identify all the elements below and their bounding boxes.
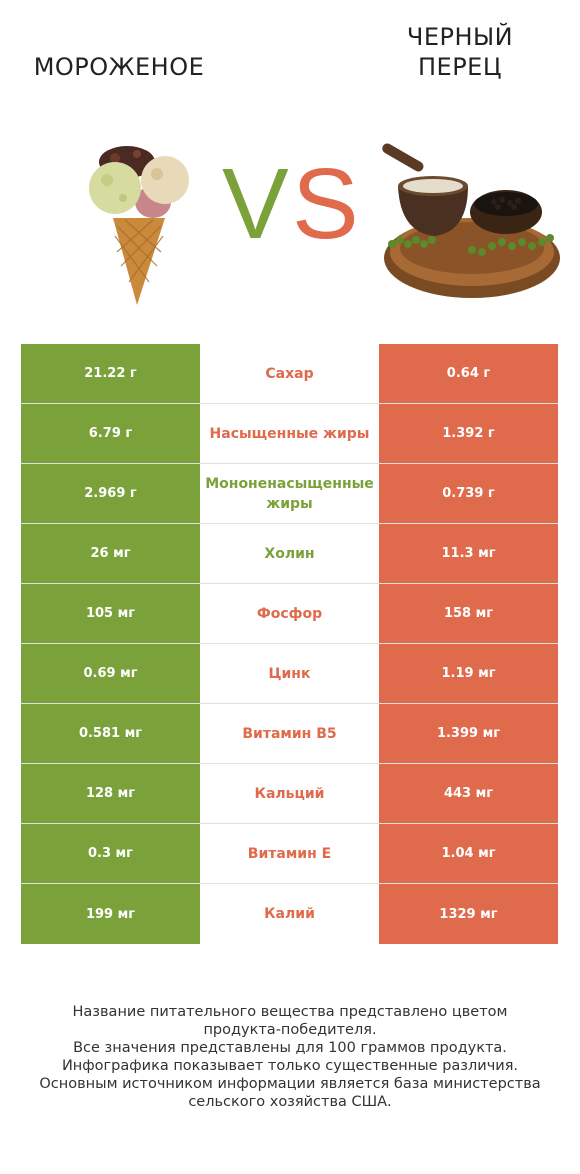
nutrient-label: Фосфор <box>256 605 323 622</box>
nutrient-label: Сахар <box>265 365 314 382</box>
right-product-title <box>380 22 540 82</box>
right-value-cell: 443 мг <box>379 764 558 823</box>
right-value-cell: 11.3 мг <box>379 524 558 583</box>
left-value-cell: 26 мг <box>21 524 200 583</box>
nutrient-label-cell <box>200 764 379 823</box>
left-product-title: МОРОЖЕНОЕ <box>33 53 205 81</box>
left-value-cell: 21.22 г <box>21 344 200 403</box>
vs-v-letter: V <box>222 148 289 260</box>
left-value-cell: 2.969 г <box>21 464 200 523</box>
right-title-line1: ЧЕРНЫЙ <box>406 23 514 51</box>
left-value-cell: 199 мг <box>21 884 200 944</box>
left-value-cell: 128 мг <box>21 764 200 823</box>
table-row <box>21 464 558 524</box>
nutrient-label: Кальций <box>254 785 325 802</box>
nutrient-label-cell <box>200 464 379 523</box>
vs-label <box>222 148 362 262</box>
table-row <box>21 644 558 704</box>
nutrient-label-cell <box>200 644 379 703</box>
footer-line5: Основным источником информации является база министерства <box>39 1076 541 1092</box>
nutrient-label-cell <box>200 524 379 583</box>
table-row <box>21 524 558 584</box>
nutrient-label-cell <box>200 404 379 463</box>
table-row <box>21 884 558 944</box>
nutrient-comparison-table <box>21 344 558 944</box>
right-value-cell: 1.19 мг <box>379 644 558 703</box>
nutrient-label-cell <box>200 584 379 643</box>
nutrient-label-cell <box>200 704 379 763</box>
footer-line4: Инфографика показывает только существенные различия. <box>61 1058 519 1074</box>
table-row <box>21 584 558 644</box>
left-value-cell: 0.581 мг <box>21 704 200 763</box>
footer-line2: продукта-победителя. <box>203 1022 377 1038</box>
nutrient-label: Калий <box>264 905 315 922</box>
right-value-cell: 0.64 г <box>379 344 558 403</box>
nutrient-label: Цинк <box>268 665 311 682</box>
nutrient-label: Витамин B5 <box>242 725 337 742</box>
table-row <box>21 764 558 824</box>
nutrient-label: Насыщенные жиры <box>209 425 370 442</box>
nutrient-label-cell <box>200 824 379 883</box>
right-value-cell: 1.04 мг <box>379 824 558 883</box>
right-value-cell: 1.392 г <box>379 404 558 463</box>
footer-line3: Все значения представлены для 100 граммов продукта. <box>73 1040 507 1056</box>
right-value-cell: 1.399 мг <box>379 704 558 763</box>
table-row <box>21 404 558 464</box>
left-value-cell: 6.79 г <box>21 404 200 463</box>
table-row <box>21 704 558 764</box>
nutrient-label: Холин <box>264 545 315 562</box>
footer-line6: сельского хозяйства США. <box>188 1094 392 1110</box>
nutrient-label: Мононенасыщенные жиры <box>205 475 374 512</box>
nutrient-label-cell <box>200 344 379 403</box>
nutrient-label-cell <box>200 884 379 943</box>
footer-line1: Название питательного вещества представлено цветом <box>72 1004 508 1020</box>
vs-s-letter: S <box>292 148 359 260</box>
right-value-cell: 1329 мг <box>379 884 558 944</box>
table-row <box>21 824 558 884</box>
footer-notes <box>20 1003 560 1111</box>
left-value-cell: 0.3 мг <box>21 824 200 883</box>
right-value-cell: 0.739 г <box>379 464 558 523</box>
right-value-cell: 158 мг <box>379 584 558 643</box>
right-title-line2: ПЕРЕЦ <box>418 53 502 81</box>
table-row <box>21 344 558 404</box>
left-value-cell: 105 мг <box>21 584 200 643</box>
black-pepper-bowl-image <box>372 140 562 305</box>
left-value-cell: 0.69 мг <box>21 644 200 703</box>
nutrient-label: Витамин E <box>247 845 332 862</box>
ice-cream-cone-image <box>85 140 195 310</box>
